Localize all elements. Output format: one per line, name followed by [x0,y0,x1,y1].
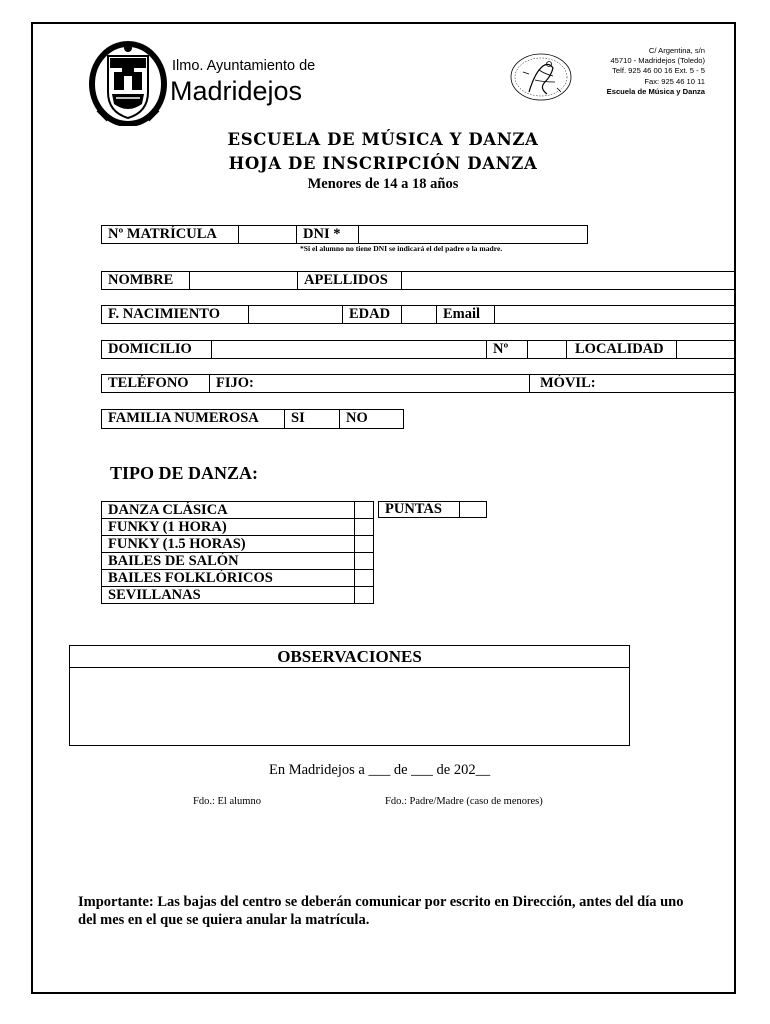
dance-option-checkbox[interactable] [355,519,374,536]
table-row [102,502,374,519]
apellidos-input[interactable] [402,272,734,289]
email-input[interactable] [495,306,734,323]
dance-option-checkbox[interactable] [355,553,374,570]
domicilio-input[interactable] [212,341,487,358]
observaciones-label: OBSERVACIONES [70,646,629,668]
school-title: ESCUELA DE MÚSICA Y DANZA [227,130,539,149]
signature-parent: Fdo.: Padre/Madre (caso de menores) [385,796,543,807]
dance-heading: TIPO DE DANZA: [110,463,259,483]
subtitle: Menores de 14 a 18 años [307,176,459,192]
matricula-label: Nº MATRÍCULA [102,226,239,243]
telefono-label: TELÉFONO [102,375,210,392]
observaciones-box [69,645,630,746]
no-label: NO [346,410,368,426]
address-line: Telf. 925 46 00 16 Ext. 5 - 5 [612,66,705,76]
important-note: Importante: Las bajas del centro se deberán comunicar por escrito en Dirección, antes del día uno del mes en el que se quiera anular la matrícula. [78,894,684,928]
fijo-field[interactable] [210,375,530,392]
movil-label: MÓVIL: [540,375,596,391]
address-line: Escuela de Música y Danza [606,86,705,96]
matricula-dni-row [101,225,588,244]
table-row [102,587,374,604]
table-row [102,553,374,570]
form-title: HOJA DE INSCRIPCIÓN DANZA [228,154,538,173]
nacimiento-row [101,305,735,324]
dance-option-label: DANZA CLÁSICA [102,502,355,519]
nombre-input[interactable] [190,272,298,289]
dance-option-label: SEVILLANAS [102,587,355,604]
puntas-row [378,501,487,518]
si-label: SI [291,410,305,426]
dni-input[interactable] [359,226,587,243]
observaciones-input[interactable] [70,668,629,746]
dance-option-label: FUNKY (1 HORA) [102,519,355,536]
dance-table [101,501,374,604]
apellidos-label: APELLIDOS [298,272,402,289]
puntas-checkbox[interactable] [460,502,486,517]
council-name: Madridejos [170,76,303,106]
dance-option-label: BAILES DE SALÓN [102,553,355,570]
nacimiento-input[interactable] [249,306,343,323]
fijo-label: FIJO: [216,375,254,391]
dance-option-checkbox[interactable] [355,570,374,587]
nacimiento-label: F. NACIMIENTO [102,306,249,323]
domicilio-label: DOMICILIO [102,341,212,358]
table-row [102,570,374,587]
dance-option-label: BAILES FOLKLÓRICOS [102,570,355,587]
dni-note: *Si el alumno no tiene DNI se indicará el del padre o la madre. [300,244,503,253]
nombre-row [101,271,735,290]
localidad-label: LOCALIDAD [567,341,677,358]
dance-option-checkbox[interactable] [355,536,374,553]
table-row [102,519,374,536]
movil-field[interactable] [530,375,734,392]
edad-label: EDAD [343,306,402,323]
email-label: Email [437,306,495,323]
school-emblem-logo [509,52,573,102]
nombre-label: NOMBRE [102,272,190,289]
address-line: C/ Argentina, s/n [648,46,705,55]
dance-option-checkbox[interactable] [355,587,374,604]
telefono-row [101,374,735,393]
council-prefix: Ilmo. Ayuntamiento de [172,58,316,74]
dance-option-checkbox[interactable] [355,502,374,519]
title-block [0,154,770,173]
edad-input[interactable] [402,306,437,323]
domicilio-row [101,340,735,359]
dance-option-label: FUNKY (1.5 HORAS) [102,536,355,553]
matricula-input[interactable] [239,226,297,243]
dni-label: DNI * [297,226,359,243]
familia-label: FAMILIA NUMEROSA [102,410,285,428]
familia-row [101,409,404,429]
title-block [0,130,770,149]
familia-no-option[interactable] [340,410,403,428]
localidad-input[interactable] [677,341,734,358]
numero-label: Nº [487,341,528,358]
familia-si-option[interactable] [285,410,340,428]
coat-of-arms-logo [88,40,168,126]
puntas-label: PUNTAS [379,502,460,517]
numero-input[interactable] [528,341,567,358]
address-block [607,46,705,97]
address-line: Fax: 925 46 10 11 [644,76,705,86]
place-date-line: En Madridejos a ___ de ___ de 202__ [269,762,491,778]
signature-student: Fdo.: El alumno [193,796,261,807]
table-row [102,536,374,553]
address-line: 45710 - Madridejos (Toledo) [610,56,705,66]
